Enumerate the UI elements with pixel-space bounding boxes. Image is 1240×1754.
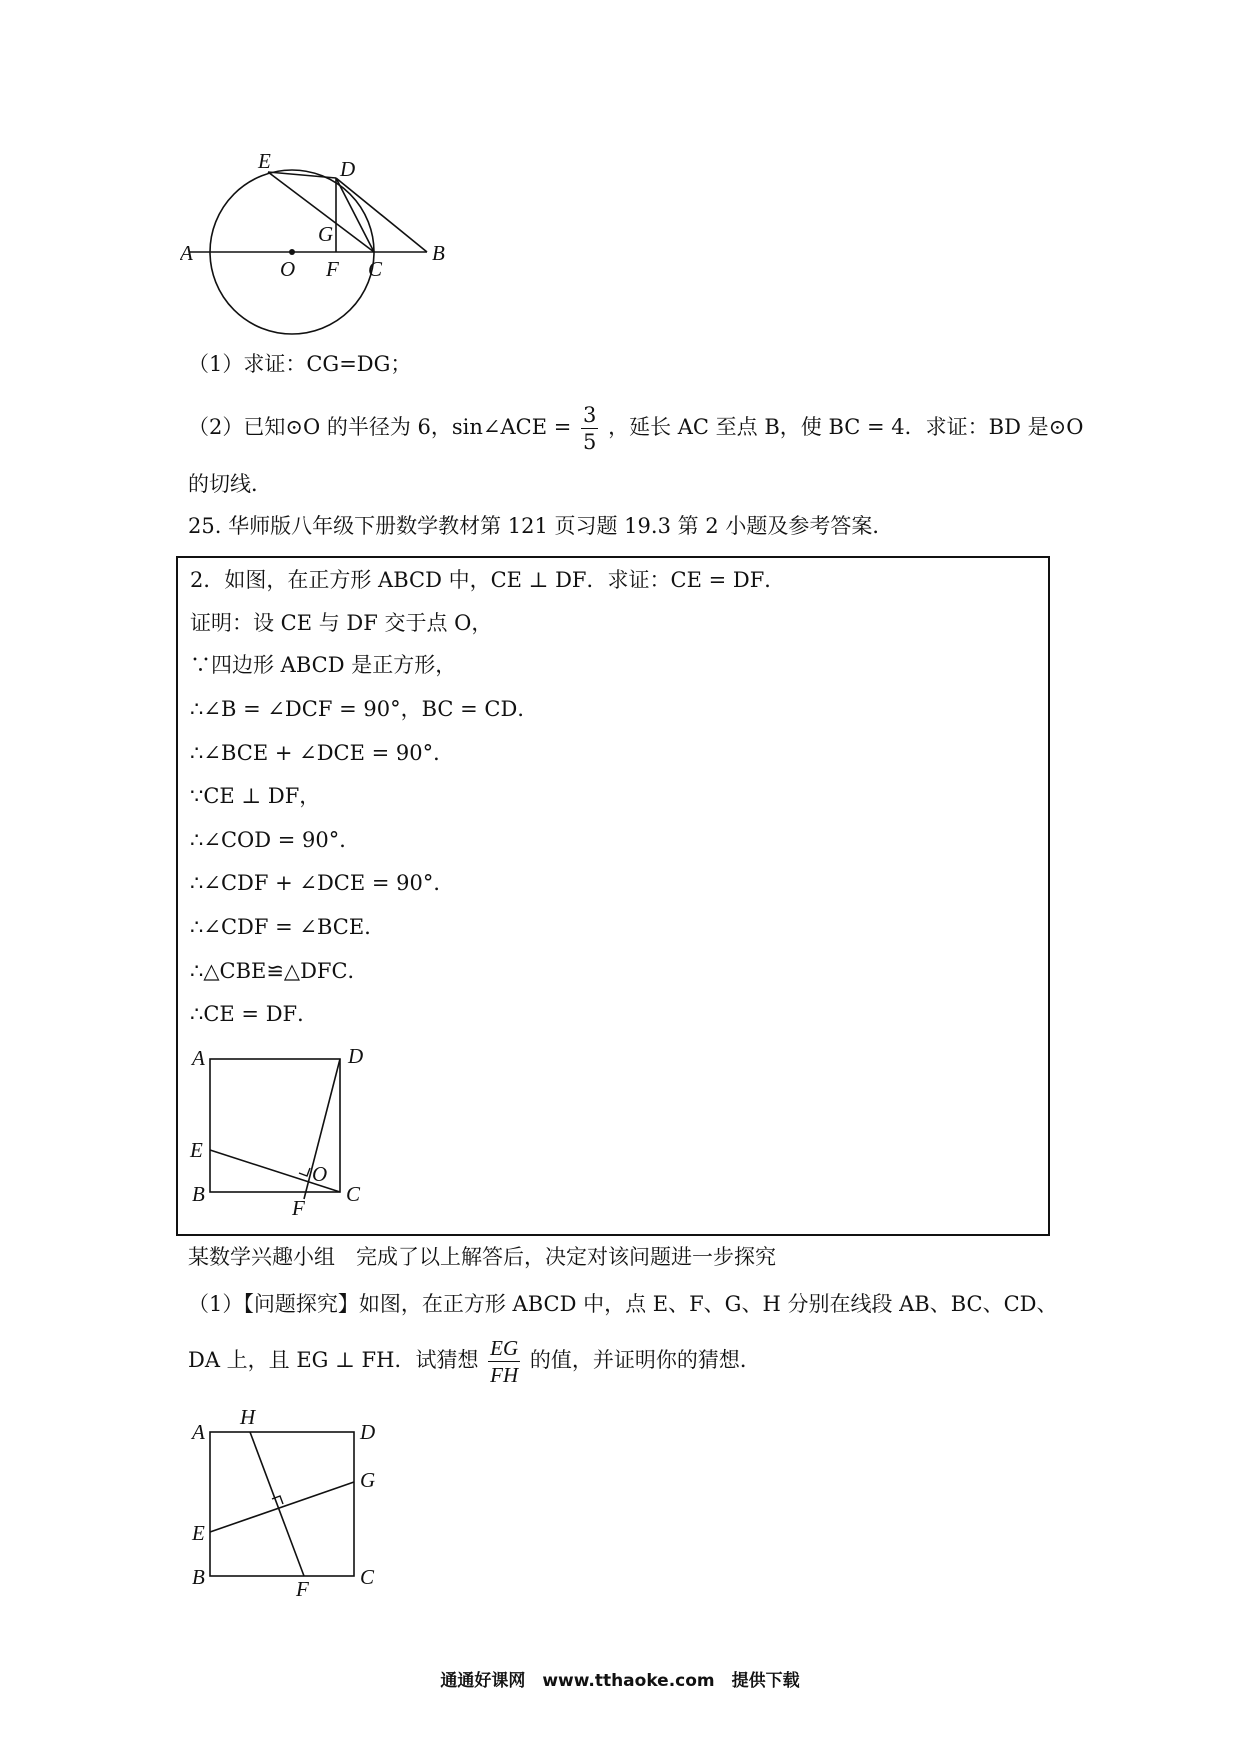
- q25-part1-line2-a: DA 上，且 EG ⊥ FH．试猜想: [188, 1348, 479, 1372]
- fraction-denominator: 5: [583, 430, 597, 454]
- label-g: G: [318, 222, 334, 246]
- square-abcd: [210, 1432, 354, 1576]
- label-f: F: [296, 1577, 309, 1598]
- q24-part2-c: 的切线．: [188, 472, 272, 496]
- circle-figure: [180, 140, 460, 340]
- label-c: C: [368, 257, 383, 281]
- fraction-numerator: EG: [490, 1336, 519, 1360]
- segment-db: [336, 178, 427, 252]
- label-d: D: [340, 157, 356, 181]
- label-f: F: [292, 1196, 305, 1215]
- label-o: O: [312, 1162, 328, 1186]
- q24-part2-b: ，延长 AC 至点 B，使 BC = 4．求证：BD 是⊙O: [608, 415, 1084, 439]
- box-line-9: ∴∠CDF = ∠BCE．: [190, 915, 386, 939]
- label-c: C: [346, 1182, 361, 1206]
- segment-eg: [210, 1482, 354, 1532]
- q25-part1-line2-b: 的值，并证明你的猜想．: [529, 1348, 761, 1372]
- square-figure-exploration: [188, 1398, 408, 1598]
- q25-part1-line2: [188, 1330, 761, 1390]
- q24-fraction: [581, 402, 598, 455]
- box-line-8: ∴∠CDF + ∠DCE = 90°．: [190, 871, 455, 895]
- box-line-2: 证明：设 CE 与 DF 交于点 O，: [190, 611, 493, 635]
- segment-dc: [336, 178, 374, 252]
- q24-part2-a: （2）已知⊙O 的半径为 6，sin∠ACE =: [188, 415, 572, 439]
- square-figure-textbook: [188, 1035, 388, 1215]
- label-b: B: [192, 1565, 205, 1589]
- center-dot: [289, 249, 295, 255]
- segment-hf: [250, 1432, 304, 1576]
- q25-part1-line1: （1）【问题探究】如图，在正方形 ABCD 中，点 E、F、G、H 分别在线段 AB、BC、CD、: [188, 1292, 1058, 1316]
- label-a: A: [192, 1420, 205, 1444]
- fraction-denominator: FH: [490, 1363, 519, 1387]
- box-line-4: ∴∠B = ∠DCF = 90°，BC = CD．: [190, 697, 539, 721]
- label-e: E: [192, 1521, 205, 1545]
- label-e: E: [258, 149, 271, 173]
- label-b: B: [192, 1182, 205, 1206]
- label-d: D: [360, 1420, 376, 1444]
- label-d: D: [348, 1044, 364, 1068]
- label-a: A: [180, 241, 193, 265]
- page-footer: 通通好课网 www.tthaoke.com 提供下载: [440, 1671, 800, 1691]
- q24-part1: （1）求证：CG=DG；: [188, 352, 412, 376]
- q25-intro: 25. 华师版八年级下册数学教材第 121 页习题 19.3 第 2 小题及参考答案．: [188, 514, 894, 538]
- box-line-7: ∴∠COD = 90°．: [190, 828, 361, 852]
- label-f: F: [326, 257, 339, 281]
- label-g: G: [360, 1468, 376, 1492]
- right-angle-mark: [299, 1168, 310, 1176]
- label-a: A: [192, 1046, 205, 1070]
- box-line-10: ∴△CBE≌△DFC．: [190, 959, 369, 983]
- box-line-3: ∵四边形 ABCD 是正方形，: [190, 653, 457, 677]
- box-line-1: 2．如图，在正方形 ABCD 中，CE ⊥ DF．求证：CE = DF．: [190, 568, 786, 592]
- box-line-5: ∴∠BCE + ∠DCE = 90°．: [190, 741, 455, 765]
- label-o: O: [280, 257, 296, 281]
- label-b: B: [432, 241, 445, 265]
- q25-after-box: 某数学兴趣小组 完成了以上解答后，决定对该问题进一步探究: [188, 1245, 776, 1269]
- q24-part2: [188, 397, 1083, 457]
- box-line-6: ∵CE ⊥ DF，: [190, 784, 321, 808]
- fraction-numerator: 3: [583, 403, 597, 427]
- box-line-11: ∴CE = DF．: [190, 1002, 319, 1026]
- segment-ed: [268, 172, 336, 178]
- label-c: C: [360, 1565, 375, 1589]
- label-h: H: [240, 1405, 256, 1429]
- label-e: E: [190, 1138, 203, 1162]
- eg-fh-fraction: [488, 1335, 520, 1388]
